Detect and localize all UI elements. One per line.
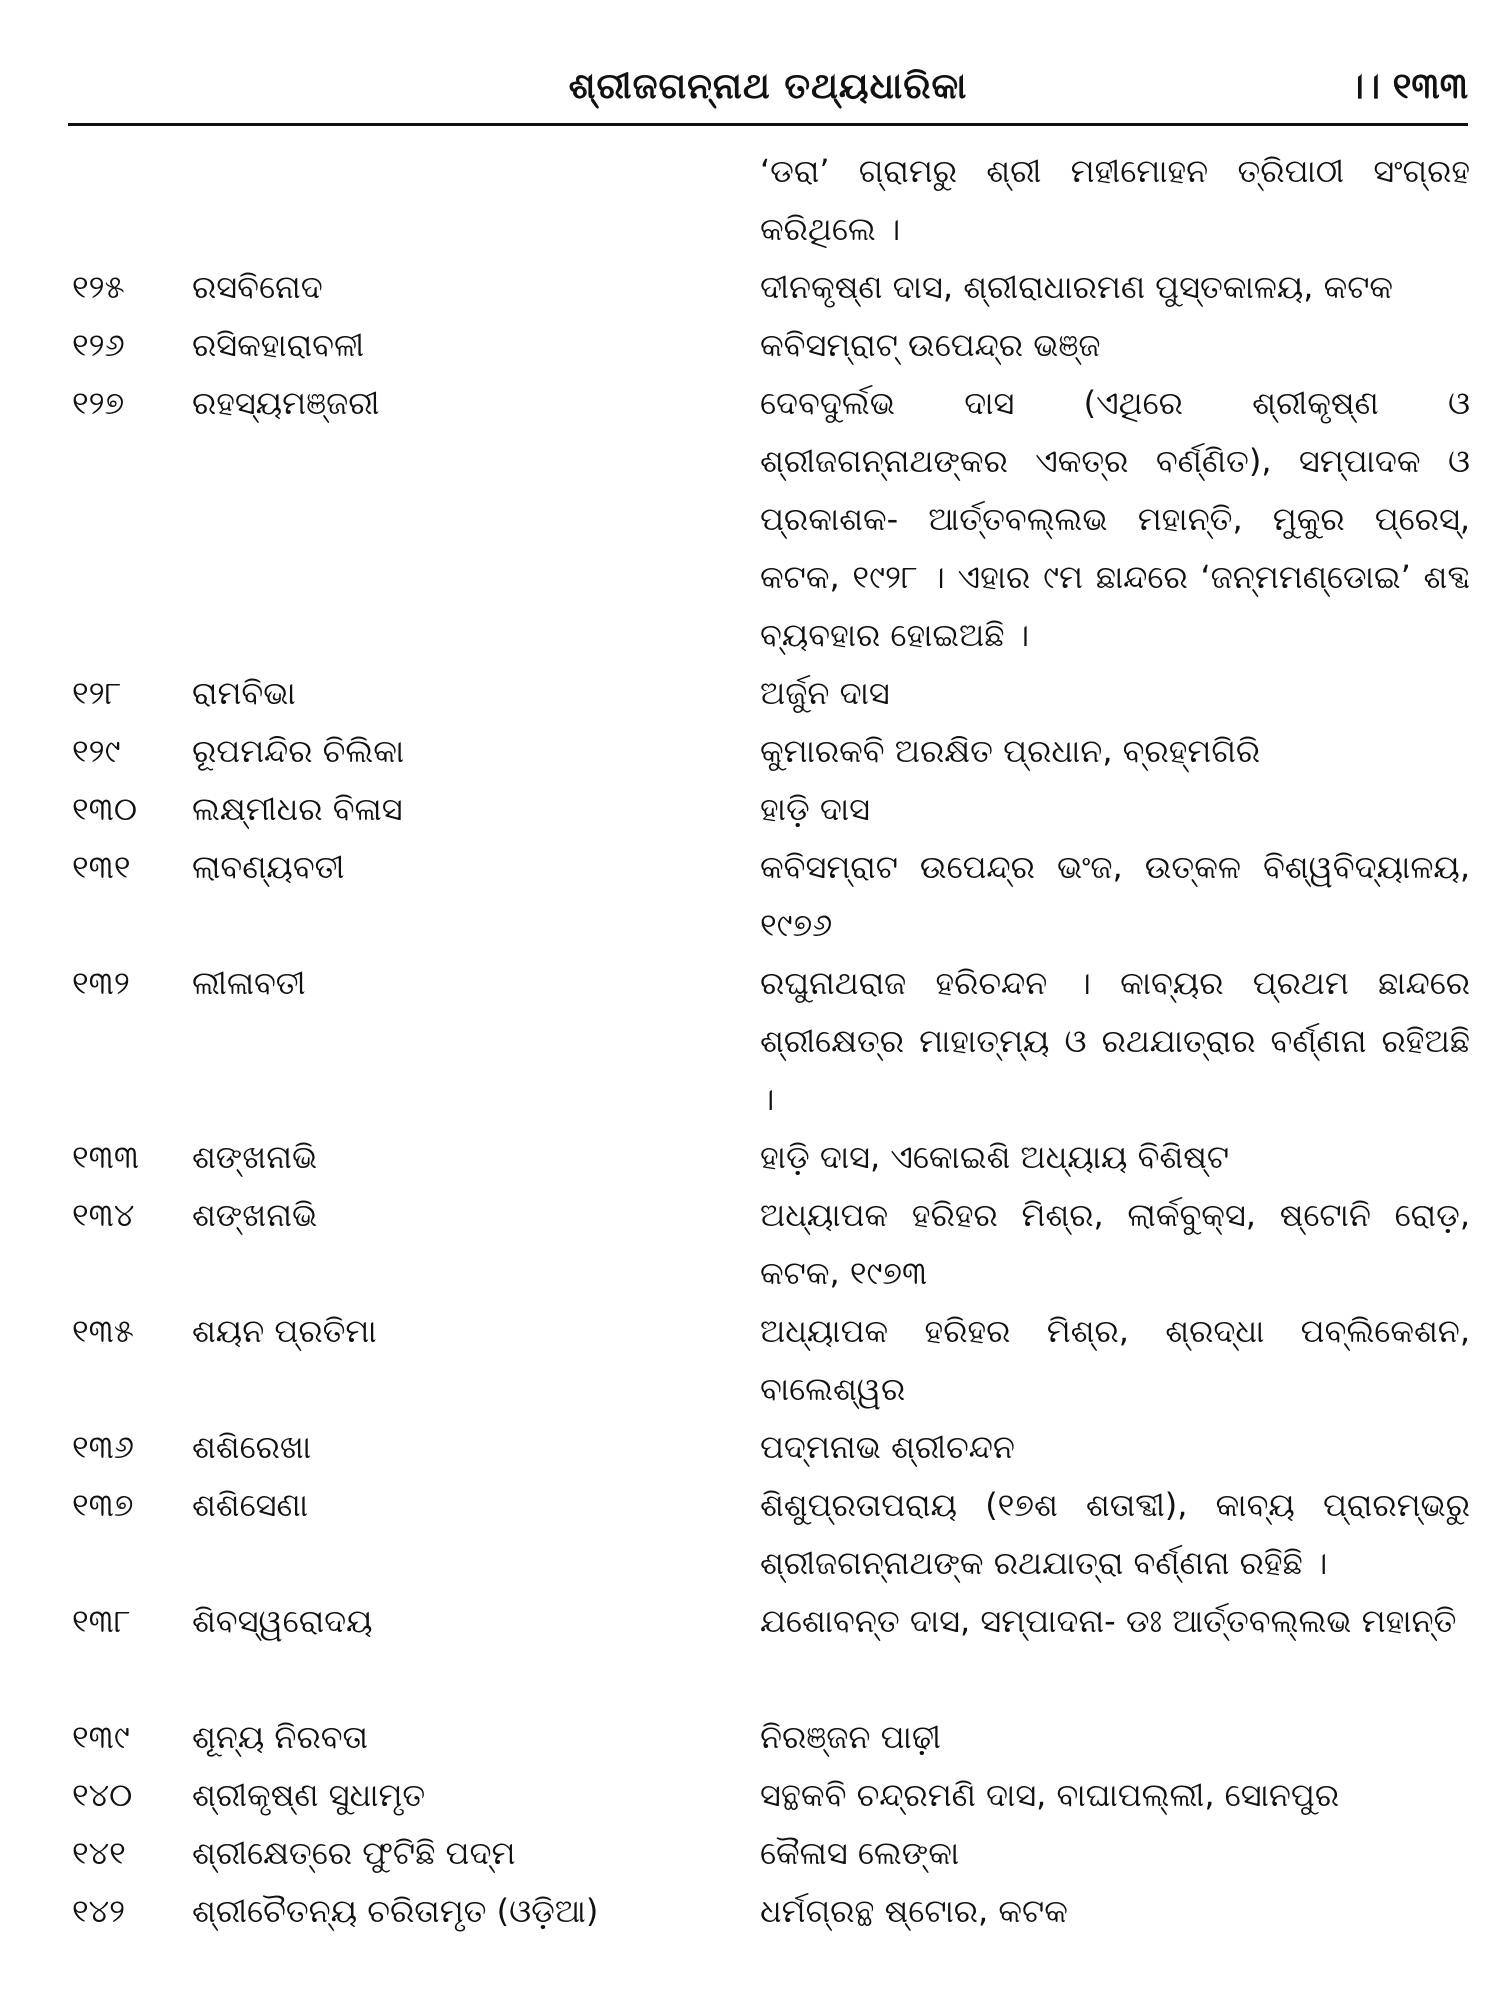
page-number: ।। ୧୩୩ <box>1347 66 1468 107</box>
list-item-title <box>72 1186 732 1244</box>
entry-number: ୧୩୭ <box>72 1486 134 1524</box>
entry-number: ୧୨୬ <box>72 326 125 364</box>
entry-number: ୧୩୪ <box>72 1196 135 1234</box>
entry-title: ରାମବିଭା <box>192 674 296 712</box>
entry-detail: ଯଶୋବନ୍ତ ଦାସ, ସମ୍ପାଦନା- ଡଃ ଆର୍ତ୍ତବଲ୍ଲଭ ମହାନ୍ତି <box>760 1602 1457 1640</box>
list-item-title <box>72 1592 732 1650</box>
entry-detail: କବିସମ୍ରାଟ ଉପେନ୍ଦ୍ର ଭଂଜ, ଉତ୍କଳ ବିଶ୍ୱବିଦ୍ୟାଳୟ, ୧୯୭୬ <box>760 848 1470 944</box>
entry-number: ୧୩୫ <box>72 1312 134 1350</box>
list-item-title <box>72 1128 732 1186</box>
list-item-title <box>72 1708 732 1766</box>
list-item-title <box>72 316 732 374</box>
entry-detail: ଶିଶୁପ୍ରତାପରାୟ (୧୭ଶ ଶତାବ୍ଦୀ), କାବ୍ୟ ପ୍ରାରମ୍ଭରୁ ଶ୍ରୀଜଗନ୍ନାଥଙ୍କ ରଥଯାତ୍ରା ବର୍ଣ୍ଣନା ରହିଛି । <box>760 1486 1470 1582</box>
entry-title: ଶ୍ରୀକ୍ଷେତ୍ରେ ଫୁଟିଛି ପଦ୍ମ <box>192 1834 516 1872</box>
entry-title: ଶ୍ରୀକୃଷ୍ଣ ସୁଧାମୃତ <box>192 1776 426 1814</box>
entry-title: ଶିବସ୍ୱରୋଦୟ <box>192 1602 373 1640</box>
list-item-title <box>72 1418 732 1476</box>
entry-title: ଶଙ୍ଖନାଭି <box>192 1196 318 1234</box>
entry-number: ୧୩୩ <box>72 1138 139 1176</box>
entry-number: ୧୩୮ <box>72 1602 131 1640</box>
entry-title: ଶଶିରେଖା <box>192 1428 312 1466</box>
entry-detail: ରଘୁନାଥରାଜ ହରିଚନ୍ଦନ । କାବ୍ୟର ପ୍ରଥମ ଛାନ୍ଦରେ ଶ୍ରୀକ୍ଷେତ୍ର ମାହାତ୍ମ୍ୟ ଓ ରଥଯାତ୍ରାର ବର୍ଣ୍ଣନା ରହିଅଛି । <box>760 964 1470 1118</box>
entry-detail: ଅଧ୍ୟାପକ ହରିହର ମିଶ୍ର, ଶ୍ରଦ୍ଧା ପବ୍ଲିକେଶନ, ବାଲେଶ୍ୱର <box>760 1312 1470 1408</box>
entry-detail: ଅଧ୍ୟାପକ ହରିହର ମିଶ୍ର, ଲାର୍କବୁକ୍ସ, ଷ୍ଟୋନି ରୋଡ଼, କଟକ, ୧୯୭୩ <box>760 1196 1470 1292</box>
entry-title: ରହସ୍ୟମଞ୍ଜରୀ <box>192 384 380 422</box>
list-item-title <box>72 258 732 316</box>
list-item-title <box>72 374 732 432</box>
entry-title: ଶ୍ରୀଚୈତନ୍ୟ ଚରିତାମୃତ (ଓଡ଼ିଆ) <box>192 1892 599 1930</box>
list-item-title <box>72 664 732 722</box>
entry-title: ଲୀଳାବତୀ <box>192 964 306 1002</box>
entry-title: ଶଶିସେଣା <box>192 1486 309 1524</box>
entry-number: ୧୩୨ <box>72 964 130 1002</box>
entry-title: ରସବିନୋଦ <box>192 268 323 306</box>
entry-title: ରସିକହାରାବଳୀ <box>192 326 365 364</box>
entry-detail: ପଦ୍ମନାଭ ଶ୍ରୀଚନ୍ଦନ <box>760 1428 1015 1466</box>
entry-number: ୧୨୫ <box>72 268 125 306</box>
list-item-title <box>72 838 732 896</box>
entry-title: ଶୂନ୍ୟ ନିରବତା <box>192 1718 368 1756</box>
page-title: ଶ୍ରୀଜଗନ୍ନାଥ ତଥ୍ୟଧାରିକା <box>568 66 968 107</box>
entry-title: ରୂପମନ୍ଦିର ଚିଲିକା <box>192 732 405 770</box>
list-item-title <box>72 1766 732 1824</box>
intro-continuation-text: ‘ଡରା’ ଗ୍ରାମରୁ ଶ୍ରୀ ମହୀମୋହନ ତ୍ରିପାଠୀ ସଂଗ୍ରହ କରିଥିଲେ । <box>760 152 1470 248</box>
entry-number: ୧୪୦ <box>72 1776 133 1814</box>
entry-detail: କୈଳାସ ଲେଙ୍କା <box>760 1834 960 1872</box>
list-item-title <box>72 1476 732 1534</box>
entry-title: ଶୟନ ପ୍ରତିମା <box>192 1312 377 1350</box>
list-item-title <box>72 722 732 780</box>
entry-detail: କୁମାରକବି ଅରକ୍ଷିତ ପ୍ରଧାନ, ବ୍ରହ୍ମଗିରି <box>760 732 1261 770</box>
entry-detail: ଦୀନକୃଷ୍ଣ ଦାସ, ଶ୍ରୀରାଧାରମଣ ପୁସ୍ତକାଳୟ, କଟକ <box>760 268 1394 306</box>
entry-number: ୧୨୯ <box>72 732 121 770</box>
entry-number: ୧୩୦ <box>72 790 137 828</box>
list-item-title <box>72 780 732 838</box>
entry-title: ଶଙ୍ଖନାଭି <box>192 1138 318 1176</box>
entry-title: ଲାବଣ୍ୟବତୀ <box>192 848 345 886</box>
entry-detail: ହାଡ଼ି ଦାସ, ଏକୋଇଶି ଅଧ୍ୟାୟ ବିଶିଷ୍ଟ <box>760 1138 1230 1176</box>
entry-number: ୧୨୮ <box>72 674 122 712</box>
list-item-title <box>72 1824 732 1882</box>
entry-number: ୧୩୧ <box>72 848 131 886</box>
list-item-title <box>72 1882 732 1940</box>
entry-number: ୧୩୬ <box>72 1428 134 1466</box>
entry-number: ୧୪୨ <box>72 1892 126 1930</box>
entry-detail: ସନ୍ଥକବି ଚନ୍ଦ୍ରମଣି ଦାସ, ବାଘାପଲ୍ଲୀ, ସୋନପୁର <box>760 1776 1340 1814</box>
list-item-title <box>72 1302 732 1360</box>
entry-detail: ହାଡ଼ି ଦାସ <box>760 790 871 828</box>
entry-detail: ଦେବଦୁର୍ଲଭ ଦାସ (ଏଥିରେ ଶ୍ରୀକୃଷ୍ଣ ଓ ଶ୍ରୀଜଗନ୍ନାଥଙ୍କର ଏକତ୍ର ବର୍ଣ୍ଣିତ), ସମ୍ପାଦକ ଓ ପ୍ରକାଶକ- ଆର୍ତ୍ତବଲ୍ଲଭ ମହାନ୍ତି, ମୁକୁର ପ୍ରେସ୍, କଟକ, ୧୯୨୮ । ଏହାର ୯ମ ଛାନ୍ଦରେ ‘ଜନ୍ମମଣ୍ଡୋଇ’ ଶବ୍ଦ ବ୍ୟବହାର ହୋଇଅଛି । <box>760 384 1470 654</box>
entry-title: ଲକ୍ଷ୍ମୀଧର ବିଳାସ <box>192 790 403 828</box>
entry-number: ୧୩୯ <box>72 1718 130 1756</box>
entry-detail: ଧର୍ମଗ୍ରନ୍ଥ ଷ୍ଟୋର, କଟକ <box>760 1892 1068 1930</box>
entry-number: ୧୨୭ <box>72 384 125 422</box>
entry-detail: କବିସମ୍ରାଟ୍ ଉପେନ୍ଦ୍ର ଭଞ୍ଜ <box>760 326 1101 364</box>
entry-detail: ନିରଞ୍ଜନ ପାଢ଼ୀ <box>760 1718 941 1756</box>
list-item-title <box>72 954 732 1012</box>
entry-number: ୧୪୧ <box>72 1834 126 1872</box>
entry-detail: ଅର୍ଜୁନ ଦାସ <box>760 674 890 712</box>
